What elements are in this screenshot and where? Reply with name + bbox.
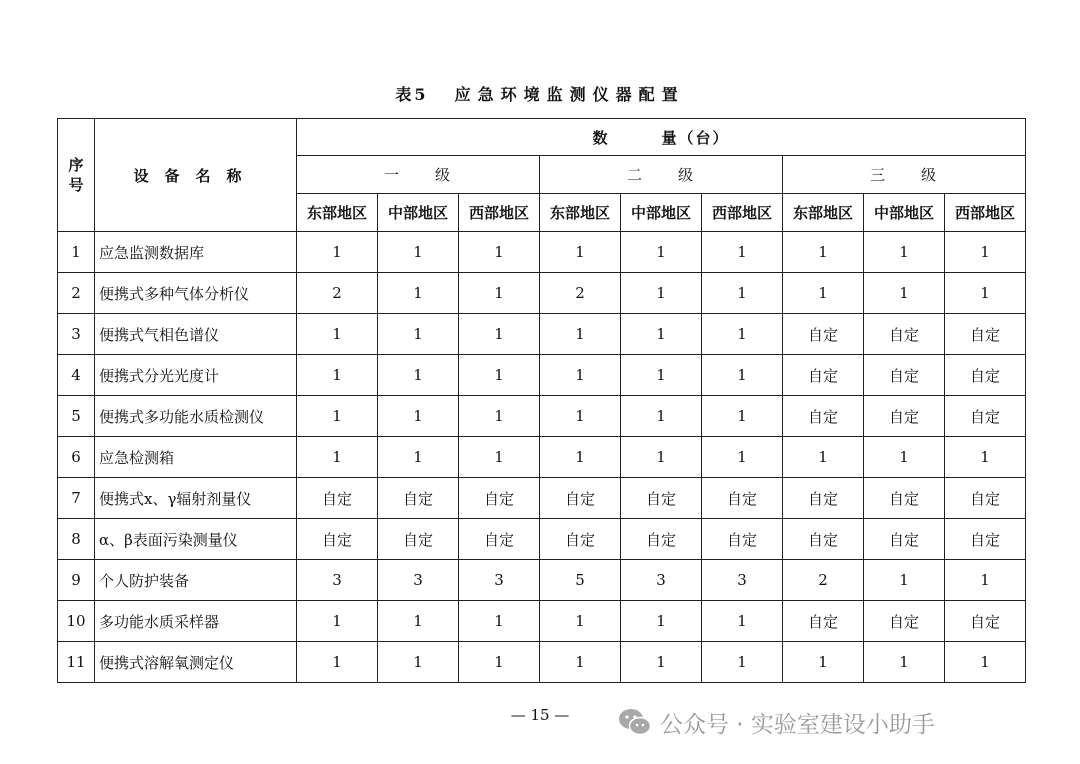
quantity-cell: 1 <box>864 232 945 273</box>
quantity-cell: 1 <box>378 396 459 437</box>
level-3-part1: 三 <box>870 166 888 184</box>
header-level-1 <box>297 156 540 194</box>
quantity-cell: 1 <box>864 560 945 601</box>
quantity-cell: 自定 <box>864 314 945 355</box>
table-row <box>58 396 1026 437</box>
quantity-cell: 1 <box>702 273 783 314</box>
quantity-cell: 1 <box>540 642 621 683</box>
table-row <box>58 601 1026 642</box>
header-equipment-name: 设备名称 <box>95 119 297 232</box>
table-row <box>58 232 1026 273</box>
header-region: 东部地区 <box>540 194 621 232</box>
equipment-name: 便携式x、γ辐射剂量仪 <box>95 478 297 519</box>
quantity-cell: 1 <box>540 396 621 437</box>
quantity-cell: 1 <box>864 642 945 683</box>
header-quantity-part1: 数 <box>592 128 610 147</box>
watermark-text: 公众号 · 实验室建设小助手 <box>660 711 935 738</box>
quantity-cell: 1 <box>864 437 945 478</box>
quantity-cell: 自定 <box>783 396 864 437</box>
quantity-cell: 1 <box>297 396 378 437</box>
quantity-cell: 1 <box>540 601 621 642</box>
row-seq: 1 <box>58 232 95 273</box>
quantity-cell: 1 <box>783 273 864 314</box>
row-seq: 6 <box>58 437 95 478</box>
quantity-cell: 3 <box>702 560 783 601</box>
quantity-cell: 1 <box>378 314 459 355</box>
quantity-cell: 自定 <box>459 478 540 519</box>
header-region: 西部地区 <box>945 194 1026 232</box>
quantity-cell: 1 <box>702 642 783 683</box>
quantity-cell: 1 <box>540 355 621 396</box>
quantity-cell: 1 <box>621 314 702 355</box>
row-seq: 3 <box>58 314 95 355</box>
row-seq: 2 <box>58 273 95 314</box>
quantity-cell: 1 <box>459 396 540 437</box>
quantity-cell: 自定 <box>378 478 459 519</box>
quantity-cell: 1 <box>702 396 783 437</box>
table-number: 表5 <box>395 85 429 104</box>
quantity-cell: 自定 <box>945 478 1026 519</box>
header-level-2 <box>540 156 783 194</box>
header-level-3 <box>783 156 1026 194</box>
row-seq: 5 <box>58 396 95 437</box>
quantity-cell: 自定 <box>783 314 864 355</box>
quantity-cell: 2 <box>297 273 378 314</box>
level-2-part2: 级 <box>678 166 696 184</box>
quantity-cell: 1 <box>459 232 540 273</box>
table-row <box>58 478 1026 519</box>
quantity-cell: 1 <box>621 642 702 683</box>
quantity-cell: 1 <box>540 437 621 478</box>
equipment-name: 应急检测箱 <box>95 437 297 478</box>
quantity-cell: 1 <box>783 232 864 273</box>
quantity-cell: 1 <box>459 273 540 314</box>
quantity-cell: 1 <box>378 355 459 396</box>
quantity-cell: 自定 <box>540 478 621 519</box>
quantity-cell: 1 <box>297 314 378 355</box>
level-1-part2: 级 <box>435 166 453 184</box>
quantity-cell: 1 <box>459 314 540 355</box>
quantity-cell: 1 <box>945 560 1026 601</box>
quantity-cell: 1 <box>621 273 702 314</box>
quantity-cell: 自定 <box>945 314 1026 355</box>
quantity-cell: 自定 <box>864 601 945 642</box>
quantity-cell: 自定 <box>945 601 1026 642</box>
quantity-cell: 1 <box>459 355 540 396</box>
quantity-cell: 自定 <box>297 519 378 560</box>
quantity-cell: 1 <box>702 355 783 396</box>
quantity-cell: 1 <box>702 232 783 273</box>
level-3-part2: 级 <box>921 166 939 184</box>
page-number: — 15 — <box>510 706 570 724</box>
quantity-cell: 1 <box>621 232 702 273</box>
header-region: 西部地区 <box>702 194 783 232</box>
quantity-cell: 自定 <box>864 355 945 396</box>
quantity-cell: 1 <box>378 437 459 478</box>
equipment-name: 便携式气相色谱仪 <box>95 314 297 355</box>
quantity-cell: 1 <box>459 601 540 642</box>
quantity-cell: 3 <box>297 560 378 601</box>
quantity-cell: 自定 <box>540 519 621 560</box>
equipment-name: 多功能水质采样器 <box>95 601 297 642</box>
table-caption <box>0 82 1080 105</box>
quantity-cell: 1 <box>864 273 945 314</box>
quantity-cell: 2 <box>540 273 621 314</box>
quantity-cell: 1 <box>459 642 540 683</box>
quantity-cell: 自定 <box>702 519 783 560</box>
quantity-cell: 1 <box>297 642 378 683</box>
quantity-cell: 1 <box>783 437 864 478</box>
table-row <box>58 519 1026 560</box>
quantity-cell: 1 <box>945 642 1026 683</box>
quantity-cell: 自定 <box>945 519 1026 560</box>
header-region: 西部地区 <box>459 194 540 232</box>
equipment-name: α、β表面污染测量仪 <box>95 519 297 560</box>
quantity-cell: 自定 <box>378 519 459 560</box>
quantity-cell: 1 <box>378 642 459 683</box>
quantity-cell: 5 <box>540 560 621 601</box>
header-region: 中部地区 <box>864 194 945 232</box>
row-seq: 10 <box>58 601 95 642</box>
quantity-cell: 自定 <box>621 519 702 560</box>
table-title: 应急环境监测仪器配置 <box>454 85 685 104</box>
quantity-cell: 自定 <box>783 478 864 519</box>
quantity-cell: 1 <box>702 437 783 478</box>
quantity-cell: 1 <box>702 601 783 642</box>
quantity-cell: 自定 <box>621 478 702 519</box>
equipment-name: 便携式分光光度计 <box>95 355 297 396</box>
quantity-cell: 自定 <box>864 519 945 560</box>
quantity-cell: 1 <box>621 355 702 396</box>
table-row <box>58 437 1026 478</box>
quantity-cell: 自定 <box>945 396 1026 437</box>
equipment-name: 便携式多种气体分析仪 <box>95 273 297 314</box>
quantity-cell: 1 <box>621 437 702 478</box>
header-quantity <box>297 119 1026 156</box>
header-region: 中部地区 <box>378 194 459 232</box>
row-seq: 9 <box>58 560 95 601</box>
quantity-cell: 1 <box>297 355 378 396</box>
equipment-name: 便携式多功能水质检测仪 <box>95 396 297 437</box>
quantity-cell: 2 <box>783 560 864 601</box>
quantity-cell: 1 <box>378 232 459 273</box>
quantity-cell: 1 <box>702 314 783 355</box>
header-seq-line1: 序 <box>68 156 84 174</box>
table-row <box>58 560 1026 601</box>
table-row <box>58 642 1026 683</box>
header-region: 中部地区 <box>621 194 702 232</box>
header-seq-line2: 号 <box>68 176 84 194</box>
quantity-cell: 1 <box>945 273 1026 314</box>
header-seq <box>58 119 95 232</box>
equipment-name: 个人防护装备 <box>95 560 297 601</box>
quantity-cell: 1 <box>540 314 621 355</box>
quantity-cell: 自定 <box>297 478 378 519</box>
row-seq: 8 <box>58 519 95 560</box>
table-row <box>58 273 1026 314</box>
quantity-cell: 自定 <box>783 601 864 642</box>
quantity-cell: 1 <box>621 396 702 437</box>
row-seq: 11 <box>58 642 95 683</box>
quantity-cell: 自定 <box>702 478 783 519</box>
quantity-cell: 自定 <box>945 355 1026 396</box>
quantity-cell: 3 <box>378 560 459 601</box>
quantity-cell: 自定 <box>864 478 945 519</box>
equipment-name: 应急监测数据库 <box>95 232 297 273</box>
watermark <box>618 702 935 742</box>
equipment-name: 便携式溶解氧测定仪 <box>95 642 297 683</box>
level-1-part1: 一 <box>383 166 401 184</box>
quantity-cell: 1 <box>783 642 864 683</box>
quantity-cell: 1 <box>945 232 1026 273</box>
quantity-cell: 1 <box>378 601 459 642</box>
quantity-cell: 1 <box>945 437 1026 478</box>
equipment-table <box>57 118 1026 683</box>
quantity-cell: 自定 <box>459 519 540 560</box>
quantity-cell: 自定 <box>783 519 864 560</box>
quantity-cell: 1 <box>297 437 378 478</box>
level-2-part1: 二 <box>626 166 644 184</box>
row-seq: 4 <box>58 355 95 396</box>
table-row <box>58 314 1026 355</box>
header-region: 东部地区 <box>297 194 378 232</box>
quantity-cell: 3 <box>459 560 540 601</box>
header-region: 东部地区 <box>783 194 864 232</box>
table-row <box>58 355 1026 396</box>
header-quantity-part2: 量（台） <box>661 128 730 147</box>
quantity-cell: 1 <box>378 273 459 314</box>
quantity-cell: 自定 <box>864 396 945 437</box>
quantity-cell: 3 <box>621 560 702 601</box>
quantity-cell: 1 <box>621 601 702 642</box>
quantity-cell: 1 <box>297 601 378 642</box>
quantity-cell: 自定 <box>783 355 864 396</box>
row-seq: 7 <box>58 478 95 519</box>
quantity-cell: 1 <box>540 232 621 273</box>
wechat-icon <box>618 707 652 737</box>
quantity-cell: 1 <box>297 232 378 273</box>
quantity-cell: 1 <box>459 437 540 478</box>
